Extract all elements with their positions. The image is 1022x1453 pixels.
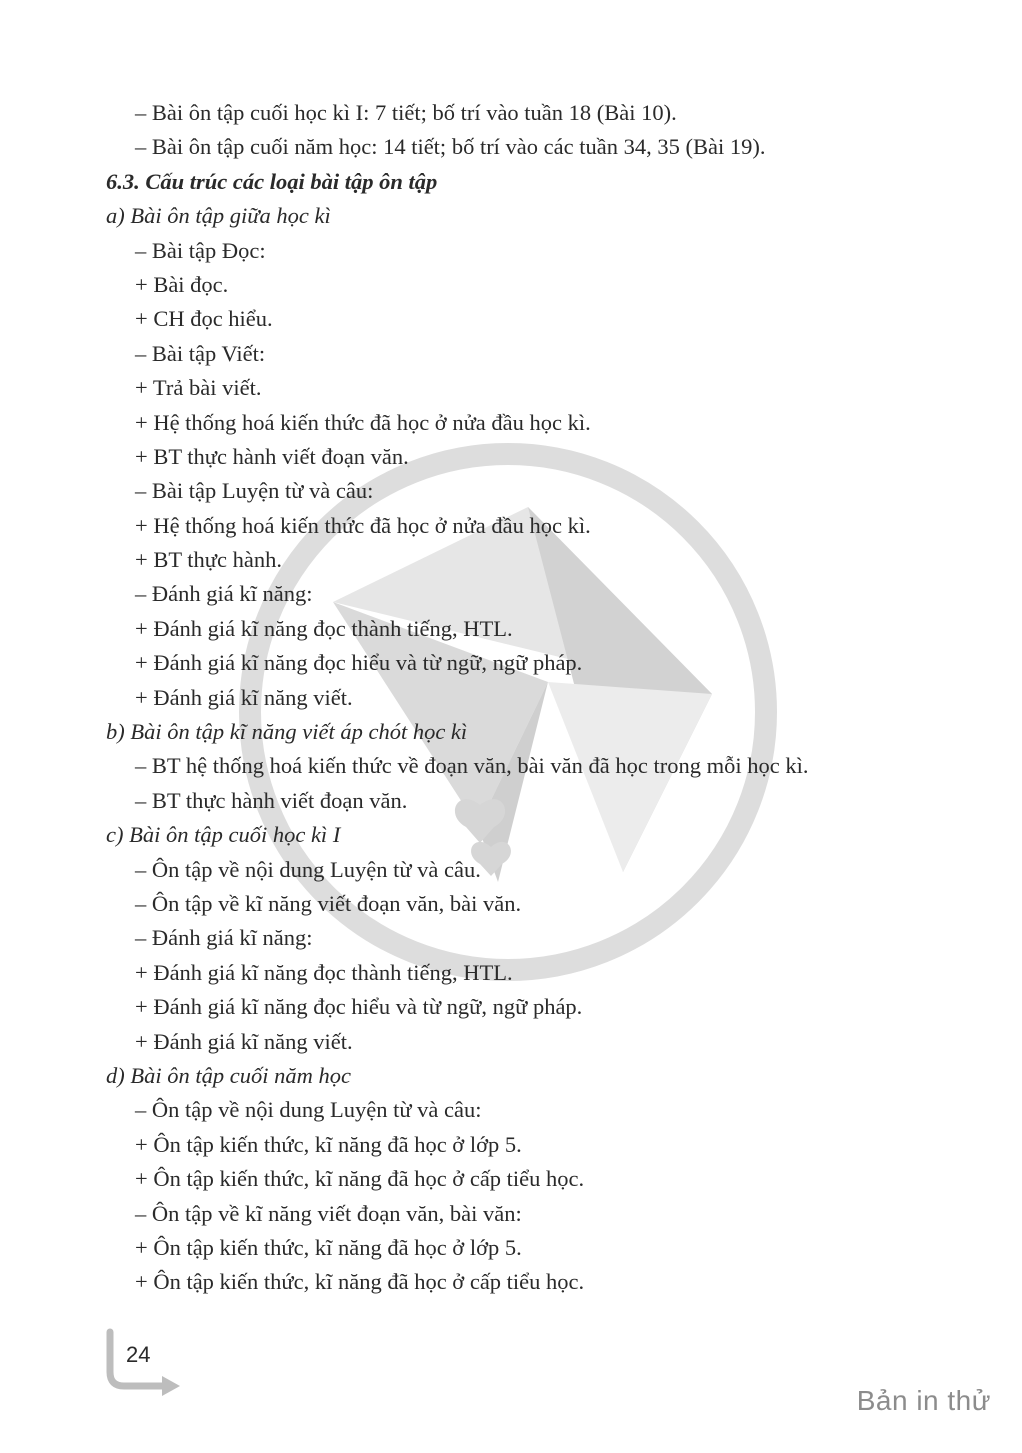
list-item: – Bài tập Luyện từ và câu:	[135, 478, 374, 504]
sub-list-item: + Đánh giá kĩ năng đọc hiểu và từ ngữ, ngữ pháp.	[135, 994, 583, 1020]
sub-list-item: + Ôn tập kiến thức, kĩ năng đã học ở lớp 5.	[135, 1234, 522, 1260]
list-item: – Ôn tập về nội dung Luyện từ và câu.	[135, 856, 481, 882]
sub-list-item: + Hệ thống hoá kiến thức đã học ở nửa đầu học kì.	[135, 409, 591, 435]
section-heading: 6.3. Cấu trúc các loại bài tập ôn tập	[106, 168, 438, 194]
list-item: – Bài tập Đọc:	[135, 237, 266, 263]
subsection-heading: a) Bài ôn tập giữa học kì	[106, 203, 331, 229]
draft-print-label: Bản in thử	[856, 1385, 991, 1416]
sub-list-item: + Đánh giá kĩ năng viết.	[135, 684, 353, 710]
sub-list-item: + Đánh giá kĩ năng đọc thành tiếng, HTL.	[135, 615, 513, 641]
sub-list-item: + Ôn tập kiến thức, kĩ năng đã học ở lớp 5.	[135, 1131, 522, 1157]
list-item: – Ôn tập về nội dung Luyện từ và câu:	[135, 1097, 482, 1123]
list-item: – Ôn tập về kĩ năng viết đoạn văn, bài văn.	[135, 890, 522, 916]
summary-item: – Bài ôn tập cuối học kì I: 7 tiết; bố trí vào tuần 18 (Bài 10).	[135, 100, 677, 125]
list-item: – Ôn tập về kĩ năng viết đoạn văn, bài văn:	[135, 1200, 522, 1226]
subsection-heading: b) Bài ôn tập kĩ năng viết áp chót học kì	[106, 719, 468, 745]
list-item: – Đánh giá kĩ năng:	[135, 581, 313, 607]
sub-list-item: + CH đọc hiểu.	[135, 306, 273, 332]
list-item: – Bài tập Viết:	[135, 340, 266, 366]
sub-list-item: + Đánh giá kĩ năng đọc thành tiếng, HTL.	[135, 959, 513, 985]
list-item: – BT hệ thống hoá kiến thức về đoạn văn, bài văn đã học trong mỗi học kì.	[135, 753, 809, 779]
subsection-heading: d) Bài ôn tập cuối năm học	[106, 1062, 351, 1088]
document-body	[0, 96, 1022, 1300]
sub-list-item: + BT thực hành viết đoạn văn.	[135, 443, 409, 469]
sub-list-item: + Ôn tập kiến thức, kĩ năng đã học ở cấp tiểu học.	[135, 1269, 585, 1295]
sub-list-item: + Hệ thống hoá kiến thức đã học ở nửa đầu học kì.	[135, 512, 591, 538]
sub-list-item: + Trả bài viết.	[135, 375, 262, 401]
list-item: – BT thực hành viết đoạn văn.	[135, 787, 408, 813]
summary-item: – Bài ôn tập cuối năm học: 14 tiết; bố trí vào các tuần 34, 35 (Bài 19).	[135, 134, 766, 160]
sub-list-item: + Bài đọc.	[135, 271, 229, 297]
page-number: 24	[126, 1342, 151, 1367]
list-item: – Đánh giá kĩ năng:	[135, 925, 313, 951]
subsection-heading: c) Bài ôn tập cuối học kì I	[106, 822, 341, 848]
sub-list-item: + Ôn tập kiến thức, kĩ năng đã học ở cấp tiểu học.	[135, 1166, 585, 1192]
sub-list-item: + BT thực hành.	[135, 547, 282, 573]
sub-list-item: + Đánh giá kĩ năng đọc hiểu và từ ngữ, ngữ pháp.	[135, 650, 583, 676]
sub-list-item: + Đánh giá kĩ năng viết.	[135, 1028, 353, 1054]
